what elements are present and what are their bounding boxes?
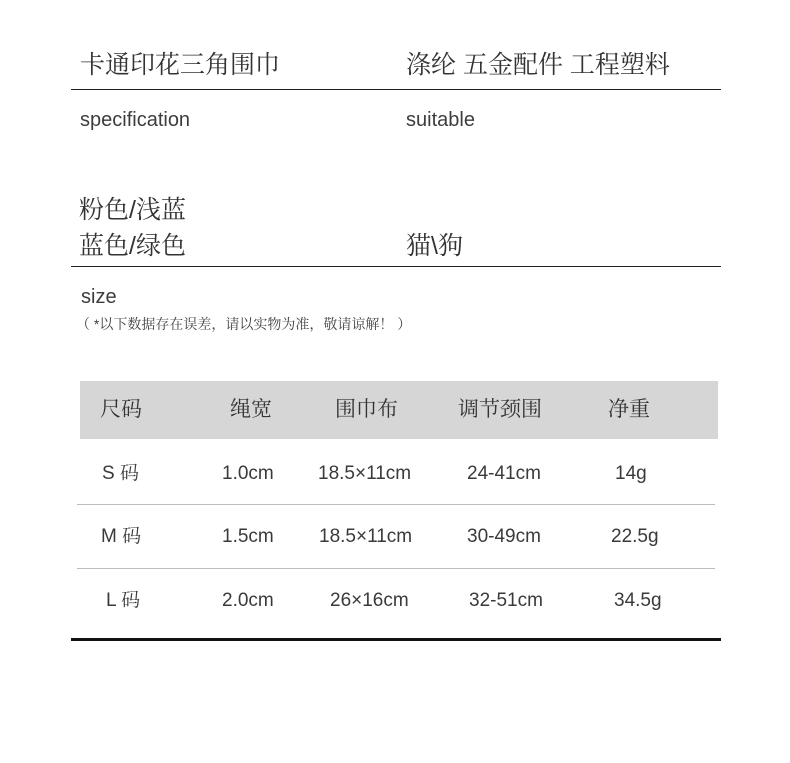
size-table-header [80,381,718,439]
size-note: （ *以下数据存在误差，请以实物为准，敬请谅解！ ） [76,316,412,332]
cell-net-weight: 34.5g [614,590,662,611]
product-material: 涤纶 五金配件 工程塑料 [406,51,670,79]
product-name: 卡通印花三角围巾 [80,51,281,79]
table-row [77,443,715,505]
size-label: size [81,286,117,308]
cell-rope-width: 1.0cm [222,463,274,484]
header-net-weight: 净重 [608,398,650,421]
suitable-pets: 猫\狗 [406,232,463,260]
divider-bottom [71,638,721,641]
cell-neck-range: 32-51cm [469,590,543,611]
cell-rope-width: 2.0cm [222,590,274,611]
row-divider [77,568,715,569]
divider-middle [71,266,721,267]
cell-size: S 码 [102,463,139,484]
cell-net-weight: 22.5g [611,526,659,547]
suitable-label: suitable [406,109,475,131]
specification-label: specification [80,109,191,131]
header-scarf-cloth: 围巾布 [335,398,398,421]
table-row [77,570,715,632]
cell-size: L 码 [106,590,141,611]
table-row [77,506,715,568]
header-size: 尺码 [100,398,142,421]
header-rope-width: 绳宽 [230,398,272,421]
color-option-1: 粉色/浅蓝 [79,196,186,224]
cell-scarf-cloth: 18.5×11cm [318,463,412,484]
cell-rope-width: 1.5cm [222,526,274,547]
divider-top [71,89,721,90]
cell-neck-range: 30-49cm [467,526,541,547]
color-option-2: 蓝色/绿色 [79,232,186,260]
cell-scarf-cloth: 26×16cm [330,590,409,611]
cell-size: M 码 [101,526,142,547]
header-neck-range: 调节颈围 [458,398,542,421]
cell-neck-range: 24-41cm [467,463,541,484]
cell-net-weight: 14g [615,463,647,484]
cell-scarf-cloth: 18.5×11cm [319,526,413,547]
row-divider [77,504,715,505]
